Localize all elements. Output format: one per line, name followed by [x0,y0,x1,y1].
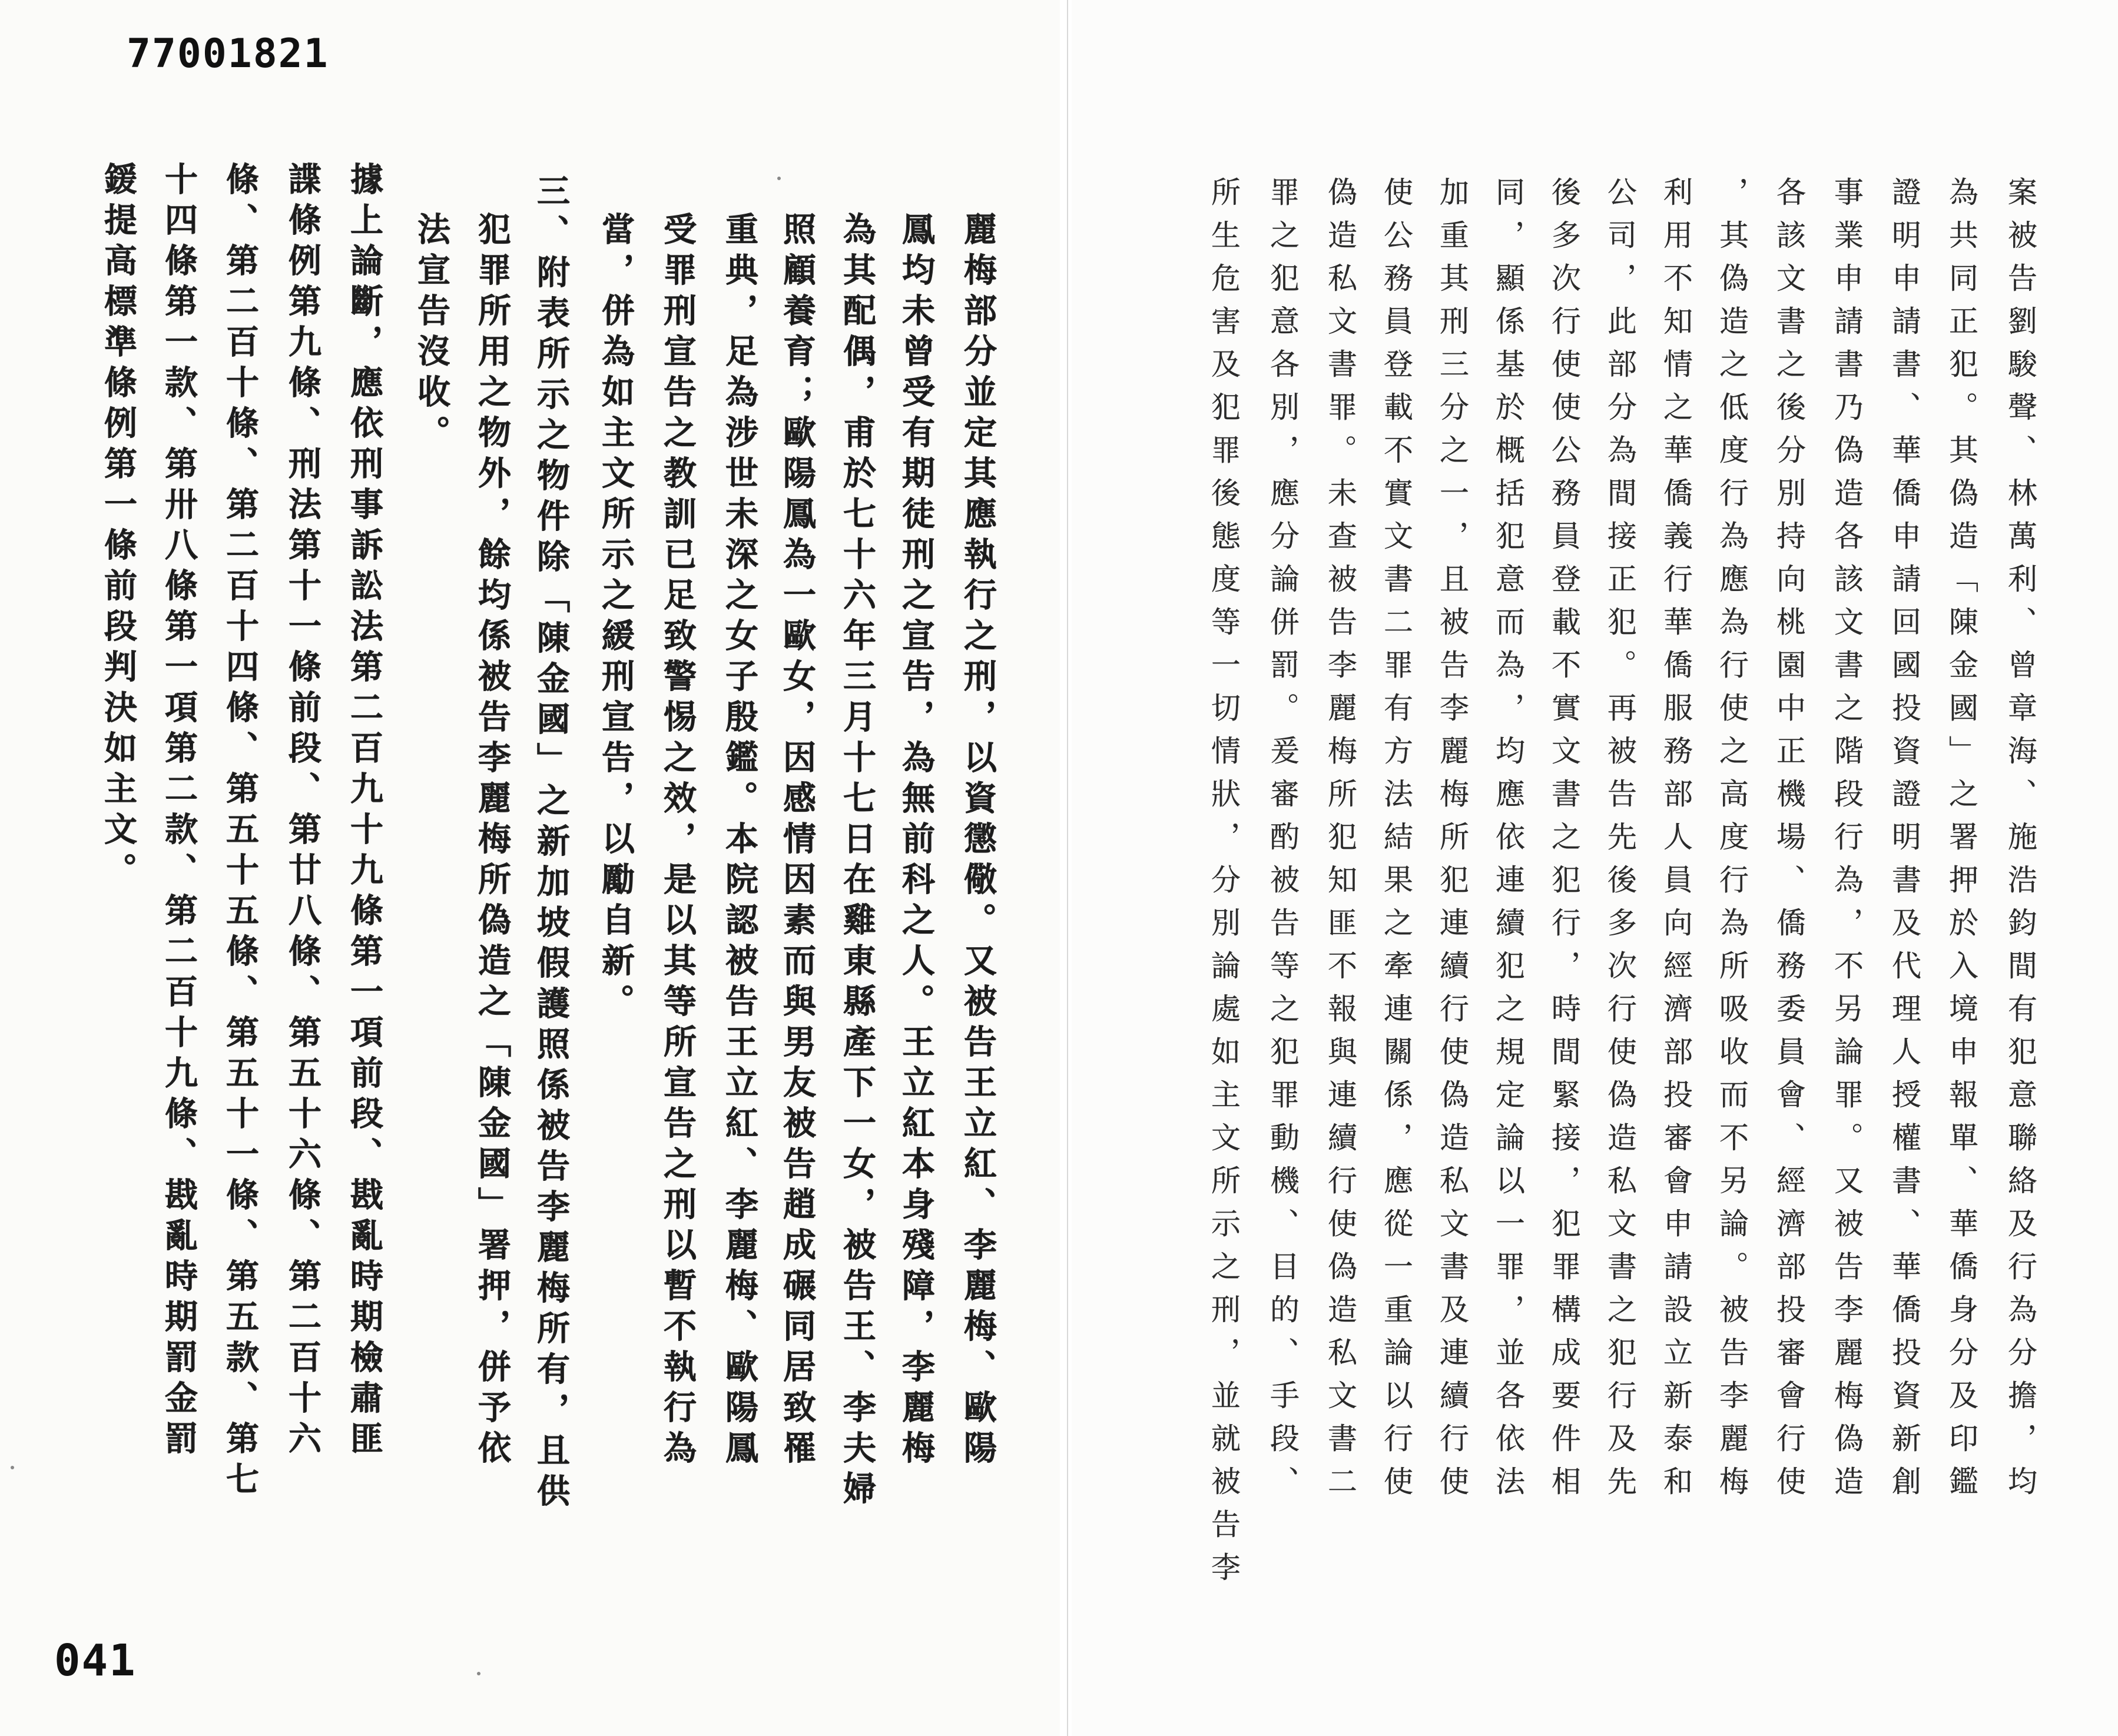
text-column: 鍰提高標準條例第一條前段判決如主文。 [99,162,138,893]
text-column: 法宣告沒收。 [412,212,451,456]
text-column: 諜條例第九條、刑法第十一條前段、第廿八條、第五十六條、第二百十六 [283,162,322,1462]
right-page [1072,0,2118,1736]
text-column: 各該文書之後分別持向桃園中正機場、僑務委員會、經濟部投審會行使 [1772,177,1806,1509]
text-column: 鳳均未曾受有期徒刑之宣告，為無前科之人。王立紅本身殘障，李麗梅 [897,212,936,1471]
text-column: 受罪刑宣告之教訓已足致警惕之效，是以其等所宣告之刑以暫不執行為 [658,212,697,1471]
text-column: 據上論斷，應依刑事訴訟法第二百九十九條第一項前段、戡亂時期檢肅匪 [345,162,384,1462]
text-column: 罪之犯意各別，應分論併罰。爰審酌被告等之犯罪動機、目的、手段、 [1265,177,1300,1509]
text-column: 偽造私文書罪。未查被告李麗梅所犯知匪不報與連續行使偽造私文書二 [1323,177,1357,1509]
text-column: 條、第二百十條、第二百十四條、第五十五條、第五十一條、第五款、第七 [221,162,260,1502]
text-column: 使公務員登載不實文書二罪有方法結果之牽連關係，應從一重論以行使 [1379,177,1413,1509]
text-column: 為其配偶，甫於七十六年三月十七日在雞東縣產下一女，被告王、李夫婦 [838,212,877,1512]
text-column: 證明申請書、華僑申請回國投資證明書及代理人授權書、華僑投資新創 [1887,177,1921,1509]
text-column: 照顧養育；歐陽鳳為一歐女，因感情因素而與男友被告趙成碾同居致罹 [778,212,817,1471]
text-column: 加重其刑三分之一，且被告李麗梅所犯連續行使偽造私文書及連續行使 [1435,177,1469,1509]
text-column: 案被告劉駿聲、林萬利、曾章海、施浩鈞間有犯意聯絡及行為分擔，均 [2003,177,2037,1509]
scan-speck [777,177,781,180]
scan-speck [11,1466,14,1469]
text-column: ，其偽造之低度行為應為行使之高度行為所吸收而不另論。被告李麗梅 [1715,177,1749,1509]
scan-speck [477,1672,480,1675]
text-column: 麗梅部分並定其應執行之刑，以資懲儆。又被告王立紅、李麗梅、歐陽 [959,212,997,1471]
text-column: 利用不知情之華僑義行華僑服務部人員向經濟部投審會申請設立新泰和 [1659,177,1693,1509]
text-column: 當，併為如主文所示之緩刑宣告，以勵自新。 [596,212,635,1024]
text-column: 三、附表所示之物件除「陳金國」之新加坡假護照係被告李麗梅所有，且供 [532,174,571,1514]
text-column: 十四條第一款、第卅八條第一項第二款、第二百十九條、戡亂時期罰金罰 [160,162,198,1462]
text-column: 所生危害及犯罪後態度等一切情狀，分別論處如主文所示之刑，並就被告李 [1207,177,1241,1595]
text-column: 後多次行使使公務員登載不實文書之犯行，時間緊接，犯罪構成要件相 [1547,177,1581,1509]
page-number: 041 [54,1635,137,1686]
page-gutter [1067,0,1068,1736]
text-column: 同，顯係基於概括犯意而為，均應依連續犯之規定論以一罪，並各依法 [1491,177,1525,1509]
text-column: 犯罪所用之物外，餘均係被告李麗梅所偽造之「陳金國」署押，併予依 [473,212,512,1471]
text-column: 事業申請書乃偽造各該文書之階段行為，不另論罪。又被告李麗梅偽造 [1829,177,1864,1509]
text-column: 重典，足為涉世未深之女子殷鑑。本院認被告王立紅、李麗梅、歐陽鳳 [720,212,759,1471]
text-column: 公司，此部分為間接正犯。再被告先後多次行使偽造私文書之犯行及先 [1603,177,1637,1509]
text-column: 為共同正犯。其偽造「陳金國」之署押於入境申報單、華僑身分及印鑑 [1944,177,1978,1509]
document-number: 77001821 [127,31,329,77]
